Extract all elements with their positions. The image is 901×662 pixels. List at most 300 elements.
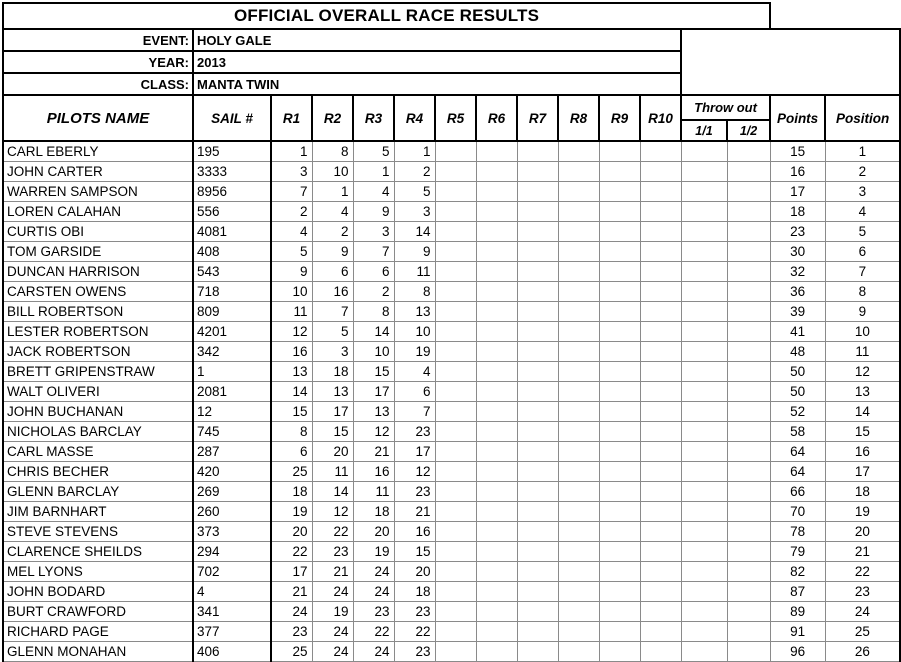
- race-result-r4[interactable]: 4: [394, 362, 435, 382]
- throw-out-2[interactable]: [727, 342, 770, 362]
- race-result-r1[interactable]: 25: [271, 642, 312, 662]
- race-result-r5[interactable]: [435, 302, 476, 322]
- race-result-r8[interactable]: [558, 182, 599, 202]
- race-result-r2[interactable]: 8: [312, 141, 353, 162]
- throw-out-2[interactable]: [727, 202, 770, 222]
- throw-out-2[interactable]: [727, 141, 770, 162]
- race-result-r10[interactable]: [640, 542, 681, 562]
- throw-out-2[interactable]: [727, 382, 770, 402]
- race-result-r2[interactable]: 4: [312, 202, 353, 222]
- race-result-r10[interactable]: [640, 262, 681, 282]
- race-result-r1[interactable]: 12: [271, 322, 312, 342]
- pilot-name[interactable]: JOHN BODARD: [3, 582, 193, 602]
- sail-number[interactable]: 543: [193, 262, 271, 282]
- race-result-r8[interactable]: [558, 562, 599, 582]
- race-result-r2[interactable]: 23: [312, 542, 353, 562]
- race-result-r6[interactable]: [476, 522, 517, 542]
- race-result-r10[interactable]: [640, 202, 681, 222]
- race-result-r3[interactable]: 24: [353, 642, 394, 662]
- race-result-r6[interactable]: [476, 242, 517, 262]
- throw-out-2[interactable]: [727, 362, 770, 382]
- sail-number[interactable]: 373: [193, 522, 271, 542]
- pilot-name[interactable]: JOHN BUCHANAN: [3, 402, 193, 422]
- throw-out-2[interactable]: [727, 242, 770, 262]
- throw-out-1[interactable]: [681, 141, 727, 162]
- race-result-r2[interactable]: 2: [312, 222, 353, 242]
- throw-out-1[interactable]: [681, 262, 727, 282]
- race-result-r1[interactable]: 2: [271, 202, 312, 222]
- race-result-r1[interactable]: 22: [271, 542, 312, 562]
- race-result-r9[interactable]: [599, 562, 640, 582]
- race-result-r8[interactable]: [558, 462, 599, 482]
- race-result-r6[interactable]: [476, 322, 517, 342]
- race-result-r4[interactable]: 17: [394, 442, 435, 462]
- race-result-r9[interactable]: [599, 362, 640, 382]
- race-result-r10[interactable]: [640, 162, 681, 182]
- race-result-r1[interactable]: 10: [271, 282, 312, 302]
- race-result-r4[interactable]: 16: [394, 522, 435, 542]
- race-result-r3[interactable]: 13: [353, 402, 394, 422]
- throw-out-1[interactable]: [681, 322, 727, 342]
- race-result-r10[interactable]: [640, 602, 681, 622]
- race-result-r10[interactable]: [640, 282, 681, 302]
- throw-out-1[interactable]: [681, 462, 727, 482]
- race-result-r6[interactable]: [476, 622, 517, 642]
- throw-out-1[interactable]: [681, 622, 727, 642]
- race-result-r6[interactable]: [476, 482, 517, 502]
- race-result-r7[interactable]: [517, 262, 558, 282]
- race-result-r2[interactable]: 11: [312, 462, 353, 482]
- sail-number[interactable]: 4081: [193, 222, 271, 242]
- throw-out-1[interactable]: [681, 282, 727, 302]
- pilot-name[interactable]: CURTIS OBI: [3, 222, 193, 242]
- throw-out-2[interactable]: [727, 182, 770, 202]
- race-result-r8[interactable]: [558, 242, 599, 262]
- throw-out-2[interactable]: [727, 522, 770, 542]
- race-result-r4[interactable]: 14: [394, 222, 435, 242]
- race-result-r7[interactable]: [517, 562, 558, 582]
- pilot-name[interactable]: NICHOLAS BARCLAY: [3, 422, 193, 442]
- race-result-r7[interactable]: [517, 202, 558, 222]
- race-result-r8[interactable]: [558, 222, 599, 242]
- race-result-r3[interactable]: 22: [353, 622, 394, 642]
- sail-number[interactable]: 809: [193, 302, 271, 322]
- race-result-r9[interactable]: [599, 282, 640, 302]
- race-result-r2[interactable]: 17: [312, 402, 353, 422]
- race-result-r3[interactable]: 5: [353, 141, 394, 162]
- pilot-name[interactable]: WALT OLIVERI: [3, 382, 193, 402]
- race-result-r7[interactable]: [517, 162, 558, 182]
- sail-number[interactable]: 377: [193, 622, 271, 642]
- race-result-r8[interactable]: [558, 202, 599, 222]
- race-result-r4[interactable]: 2: [394, 162, 435, 182]
- race-result-r3[interactable]: 4: [353, 182, 394, 202]
- race-result-r2[interactable]: 15: [312, 422, 353, 442]
- race-result-r10[interactable]: [640, 562, 681, 582]
- race-result-r1[interactable]: 7: [271, 182, 312, 202]
- race-result-r9[interactable]: [599, 582, 640, 602]
- sail-number[interactable]: 294: [193, 542, 271, 562]
- sail-number[interactable]: 8956: [193, 182, 271, 202]
- race-result-r4[interactable]: 18: [394, 582, 435, 602]
- sail-number[interactable]: 702: [193, 562, 271, 582]
- race-result-r1[interactable]: 11: [271, 302, 312, 322]
- pilot-name[interactable]: CARL EBERLY: [3, 141, 193, 162]
- race-result-r3[interactable]: 6: [353, 262, 394, 282]
- race-result-r2[interactable]: 16: [312, 282, 353, 302]
- sail-number[interactable]: 745: [193, 422, 271, 442]
- race-result-r6[interactable]: [476, 382, 517, 402]
- race-result-r6[interactable]: [476, 462, 517, 482]
- race-result-r9[interactable]: [599, 141, 640, 162]
- race-result-r3[interactable]: 20: [353, 522, 394, 542]
- throw-out-1[interactable]: [681, 582, 727, 602]
- race-result-r2[interactable]: 24: [312, 642, 353, 662]
- race-result-r4[interactable]: 8: [394, 282, 435, 302]
- race-result-r1[interactable]: 9: [271, 262, 312, 282]
- throw-out-2[interactable]: [727, 262, 770, 282]
- throw-out-2[interactable]: [727, 222, 770, 242]
- throw-out-1[interactable]: [681, 182, 727, 202]
- race-result-r9[interactable]: [599, 162, 640, 182]
- sail-number[interactable]: 4: [193, 582, 271, 602]
- race-result-r9[interactable]: [599, 382, 640, 402]
- throw-out-1[interactable]: [681, 442, 727, 462]
- race-result-r3[interactable]: 9: [353, 202, 394, 222]
- race-result-r3[interactable]: 3: [353, 222, 394, 242]
- race-result-r9[interactable]: [599, 622, 640, 642]
- race-result-r3[interactable]: 21: [353, 442, 394, 462]
- race-result-r9[interactable]: [599, 182, 640, 202]
- throw-out-1[interactable]: [681, 562, 727, 582]
- pilot-name[interactable]: MEL LYONS: [3, 562, 193, 582]
- race-result-r3[interactable]: 7: [353, 242, 394, 262]
- race-result-r3[interactable]: 15: [353, 362, 394, 382]
- race-result-r10[interactable]: [640, 362, 681, 382]
- race-result-r7[interactable]: [517, 462, 558, 482]
- race-result-r3[interactable]: 24: [353, 582, 394, 602]
- race-result-r7[interactable]: [517, 382, 558, 402]
- race-result-r5[interactable]: [435, 342, 476, 362]
- race-result-r2[interactable]: 24: [312, 622, 353, 642]
- throw-out-1[interactable]: [681, 602, 727, 622]
- throw-out-2[interactable]: [727, 502, 770, 522]
- race-result-r1[interactable]: 4: [271, 222, 312, 242]
- race-result-r7[interactable]: [517, 282, 558, 302]
- race-result-r5[interactable]: [435, 362, 476, 382]
- throw-out-1[interactable]: [681, 642, 727, 662]
- race-result-r8[interactable]: [558, 162, 599, 182]
- race-result-r2[interactable]: 1: [312, 182, 353, 202]
- pilot-name[interactable]: CARL MASSE: [3, 442, 193, 462]
- throw-out-2[interactable]: [727, 602, 770, 622]
- throw-out-2[interactable]: [727, 322, 770, 342]
- race-result-r6[interactable]: [476, 202, 517, 222]
- race-result-r6[interactable]: [476, 402, 517, 422]
- race-result-r1[interactable]: 14: [271, 382, 312, 402]
- race-result-r1[interactable]: 15: [271, 402, 312, 422]
- race-result-r9[interactable]: [599, 462, 640, 482]
- pilot-name[interactable]: JACK ROBERTSON: [3, 342, 193, 362]
- race-result-r2[interactable]: 7: [312, 302, 353, 322]
- race-result-r6[interactable]: [476, 582, 517, 602]
- race-result-r9[interactable]: [599, 642, 640, 662]
- race-result-r6[interactable]: [476, 362, 517, 382]
- race-result-r8[interactable]: [558, 141, 599, 162]
- pilot-name[interactable]: RICHARD PAGE: [3, 622, 193, 642]
- race-result-r7[interactable]: [517, 482, 558, 502]
- sail-number[interactable]: 260: [193, 502, 271, 522]
- race-result-r4[interactable]: 19: [394, 342, 435, 362]
- race-result-r8[interactable]: [558, 322, 599, 342]
- race-result-r10[interactable]: [640, 382, 681, 402]
- race-result-r1[interactable]: 25: [271, 462, 312, 482]
- race-result-r9[interactable]: [599, 262, 640, 282]
- throw-out-2[interactable]: [727, 302, 770, 322]
- race-result-r3[interactable]: 2: [353, 282, 394, 302]
- race-result-r10[interactable]: [640, 482, 681, 502]
- race-result-r5[interactable]: [435, 422, 476, 442]
- throw-out-1[interactable]: [681, 202, 727, 222]
- race-result-r6[interactable]: [476, 602, 517, 622]
- race-result-r8[interactable]: [558, 522, 599, 542]
- pilot-name[interactable]: GLENN BARCLAY: [3, 482, 193, 502]
- throw-out-1[interactable]: [681, 402, 727, 422]
- race-result-r3[interactable]: 14: [353, 322, 394, 342]
- race-result-r1[interactable]: 17: [271, 562, 312, 582]
- race-result-r6[interactable]: [476, 302, 517, 322]
- meta-value-1[interactable]: 2013: [193, 51, 681, 73]
- race-result-r6[interactable]: [476, 262, 517, 282]
- pilot-name[interactable]: LOREN CALAHAN: [3, 202, 193, 222]
- pilot-name[interactable]: CHRIS BECHER: [3, 462, 193, 482]
- sail-number[interactable]: 406: [193, 642, 271, 662]
- race-result-r5[interactable]: [435, 522, 476, 542]
- race-result-r3[interactable]: 1: [353, 162, 394, 182]
- race-result-r8[interactable]: [558, 362, 599, 382]
- sail-number[interactable]: 718: [193, 282, 271, 302]
- pilot-name[interactable]: WARREN SAMPSON: [3, 182, 193, 202]
- throw-out-1[interactable]: [681, 482, 727, 502]
- race-result-r5[interactable]: [435, 562, 476, 582]
- race-result-r9[interactable]: [599, 502, 640, 522]
- race-result-r5[interactable]: [435, 622, 476, 642]
- pilot-name[interactable]: BURT CRAWFORD: [3, 602, 193, 622]
- race-result-r3[interactable]: 17: [353, 382, 394, 402]
- race-result-r9[interactable]: [599, 602, 640, 622]
- race-result-r8[interactable]: [558, 502, 599, 522]
- sail-number[interactable]: 556: [193, 202, 271, 222]
- race-result-r8[interactable]: [558, 542, 599, 562]
- sail-number[interactable]: 2081: [193, 382, 271, 402]
- race-result-r3[interactable]: 12: [353, 422, 394, 442]
- race-result-r5[interactable]: [435, 162, 476, 182]
- throw-out-1[interactable]: [681, 422, 727, 442]
- race-result-r7[interactable]: [517, 502, 558, 522]
- race-result-r7[interactable]: [517, 141, 558, 162]
- race-result-r5[interactable]: [435, 322, 476, 342]
- race-result-r3[interactable]: 18: [353, 502, 394, 522]
- race-result-r9[interactable]: [599, 402, 640, 422]
- race-result-r6[interactable]: [476, 422, 517, 442]
- race-result-r10[interactable]: [640, 422, 681, 442]
- race-result-r4[interactable]: 9: [394, 242, 435, 262]
- race-result-r1[interactable]: 20: [271, 522, 312, 542]
- race-result-r2[interactable]: 6: [312, 262, 353, 282]
- race-result-r7[interactable]: [517, 182, 558, 202]
- race-result-r8[interactable]: [558, 422, 599, 442]
- race-result-r5[interactable]: [435, 262, 476, 282]
- race-result-r9[interactable]: [599, 442, 640, 462]
- race-result-r2[interactable]: 9: [312, 242, 353, 262]
- sail-number[interactable]: 420: [193, 462, 271, 482]
- race-result-r2[interactable]: 21: [312, 562, 353, 582]
- race-result-r4[interactable]: 23: [394, 482, 435, 502]
- pilot-name[interactable]: JOHN CARTER: [3, 162, 193, 182]
- throw-out-2[interactable]: [727, 642, 770, 662]
- race-result-r8[interactable]: [558, 282, 599, 302]
- race-result-r6[interactable]: [476, 182, 517, 202]
- throw-out-2[interactable]: [727, 582, 770, 602]
- race-result-r3[interactable]: 24: [353, 562, 394, 582]
- race-result-r7[interactable]: [517, 602, 558, 622]
- race-result-r9[interactable]: [599, 242, 640, 262]
- race-result-r4[interactable]: 15: [394, 542, 435, 562]
- race-result-r4[interactable]: 3: [394, 202, 435, 222]
- race-result-r1[interactable]: 1: [271, 141, 312, 162]
- race-result-r5[interactable]: [435, 602, 476, 622]
- race-result-r9[interactable]: [599, 222, 640, 242]
- race-result-r6[interactable]: [476, 442, 517, 462]
- pilot-name[interactable]: STEVE STEVENS: [3, 522, 193, 542]
- throw-out-1[interactable]: [681, 362, 727, 382]
- race-result-r3[interactable]: 11: [353, 482, 394, 502]
- race-result-r7[interactable]: [517, 222, 558, 242]
- race-result-r8[interactable]: [558, 302, 599, 322]
- sail-number[interactable]: 287: [193, 442, 271, 462]
- throw-out-2[interactable]: [727, 422, 770, 442]
- race-result-r9[interactable]: [599, 482, 640, 502]
- throw-out-2[interactable]: [727, 162, 770, 182]
- race-result-r1[interactable]: 21: [271, 582, 312, 602]
- race-result-r7[interactable]: [517, 422, 558, 442]
- race-result-r2[interactable]: 20: [312, 442, 353, 462]
- race-result-r7[interactable]: [517, 242, 558, 262]
- race-result-r8[interactable]: [558, 642, 599, 662]
- race-result-r6[interactable]: [476, 342, 517, 362]
- race-result-r4[interactable]: 7: [394, 402, 435, 422]
- race-result-r4[interactable]: 21: [394, 502, 435, 522]
- throw-out-1[interactable]: [681, 342, 727, 362]
- race-result-r7[interactable]: [517, 642, 558, 662]
- throw-out-2[interactable]: [727, 402, 770, 422]
- race-result-r9[interactable]: [599, 302, 640, 322]
- race-result-r1[interactable]: 18: [271, 482, 312, 502]
- race-result-r8[interactable]: [558, 602, 599, 622]
- race-result-r8[interactable]: [558, 622, 599, 642]
- race-result-r5[interactable]: [435, 182, 476, 202]
- race-result-r1[interactable]: 24: [271, 602, 312, 622]
- meta-value-0[interactable]: HOLY GALE: [193, 29, 681, 51]
- throw-out-1[interactable]: [681, 162, 727, 182]
- race-result-r1[interactable]: 23: [271, 622, 312, 642]
- throw-out-1[interactable]: [681, 382, 727, 402]
- race-result-r10[interactable]: [640, 182, 681, 202]
- race-result-r10[interactable]: [640, 222, 681, 242]
- race-result-r5[interactable]: [435, 282, 476, 302]
- race-result-r5[interactable]: [435, 542, 476, 562]
- race-result-r10[interactable]: [640, 502, 681, 522]
- race-result-r7[interactable]: [517, 442, 558, 462]
- race-result-r1[interactable]: 13: [271, 362, 312, 382]
- race-result-r10[interactable]: [640, 622, 681, 642]
- race-result-r7[interactable]: [517, 302, 558, 322]
- race-result-r10[interactable]: [640, 462, 681, 482]
- race-result-r3[interactable]: 23: [353, 602, 394, 622]
- race-result-r9[interactable]: [599, 542, 640, 562]
- race-result-r8[interactable]: [558, 402, 599, 422]
- race-result-r7[interactable]: [517, 402, 558, 422]
- race-result-r4[interactable]: 13: [394, 302, 435, 322]
- sail-number[interactable]: 3333: [193, 162, 271, 182]
- race-result-r5[interactable]: [435, 222, 476, 242]
- race-result-r9[interactable]: [599, 322, 640, 342]
- race-result-r4[interactable]: 6: [394, 382, 435, 402]
- pilot-name[interactable]: BRETT GRIPENSTRAW: [3, 362, 193, 382]
- race-result-r4[interactable]: 11: [394, 262, 435, 282]
- race-result-r10[interactable]: [640, 402, 681, 422]
- race-result-r10[interactable]: [640, 322, 681, 342]
- race-result-r5[interactable]: [435, 402, 476, 422]
- race-result-r4[interactable]: 23: [394, 602, 435, 622]
- race-result-r3[interactable]: 16: [353, 462, 394, 482]
- pilot-name[interactable]: TOM GARSIDE: [3, 242, 193, 262]
- race-result-r6[interactable]: [476, 562, 517, 582]
- race-result-r8[interactable]: [558, 482, 599, 502]
- race-result-r2[interactable]: 18: [312, 362, 353, 382]
- race-result-r6[interactable]: [476, 282, 517, 302]
- throw-out-1[interactable]: [681, 522, 727, 542]
- race-result-r7[interactable]: [517, 582, 558, 602]
- race-result-r1[interactable]: 6: [271, 442, 312, 462]
- sail-number[interactable]: 12: [193, 402, 271, 422]
- race-result-r7[interactable]: [517, 622, 558, 642]
- race-result-r2[interactable]: 12: [312, 502, 353, 522]
- sail-number[interactable]: 195: [193, 141, 271, 162]
- sail-number[interactable]: 408: [193, 242, 271, 262]
- race-result-r6[interactable]: [476, 542, 517, 562]
- race-result-r5[interactable]: [435, 382, 476, 402]
- race-result-r4[interactable]: 23: [394, 642, 435, 662]
- race-result-r4[interactable]: 5: [394, 182, 435, 202]
- race-result-r2[interactable]: 14: [312, 482, 353, 502]
- race-result-r5[interactable]: [435, 482, 476, 502]
- race-result-r4[interactable]: 22: [394, 622, 435, 642]
- race-result-r2[interactable]: 3: [312, 342, 353, 362]
- meta-value-2[interactable]: MANTA TWIN: [193, 73, 681, 95]
- race-result-r7[interactable]: [517, 322, 558, 342]
- sail-number[interactable]: 342: [193, 342, 271, 362]
- race-result-r2[interactable]: 5: [312, 322, 353, 342]
- race-result-r1[interactable]: 5: [271, 242, 312, 262]
- throw-out-1[interactable]: [681, 302, 727, 322]
- pilot-name[interactable]: JIM BARNHART: [3, 502, 193, 522]
- race-result-r10[interactable]: [640, 141, 681, 162]
- pilot-name[interactable]: CLARENCE SHEILDS: [3, 542, 193, 562]
- pilot-name[interactable]: DUNCAN HARRISON: [3, 262, 193, 282]
- race-result-r8[interactable]: [558, 262, 599, 282]
- race-result-r2[interactable]: 13: [312, 382, 353, 402]
